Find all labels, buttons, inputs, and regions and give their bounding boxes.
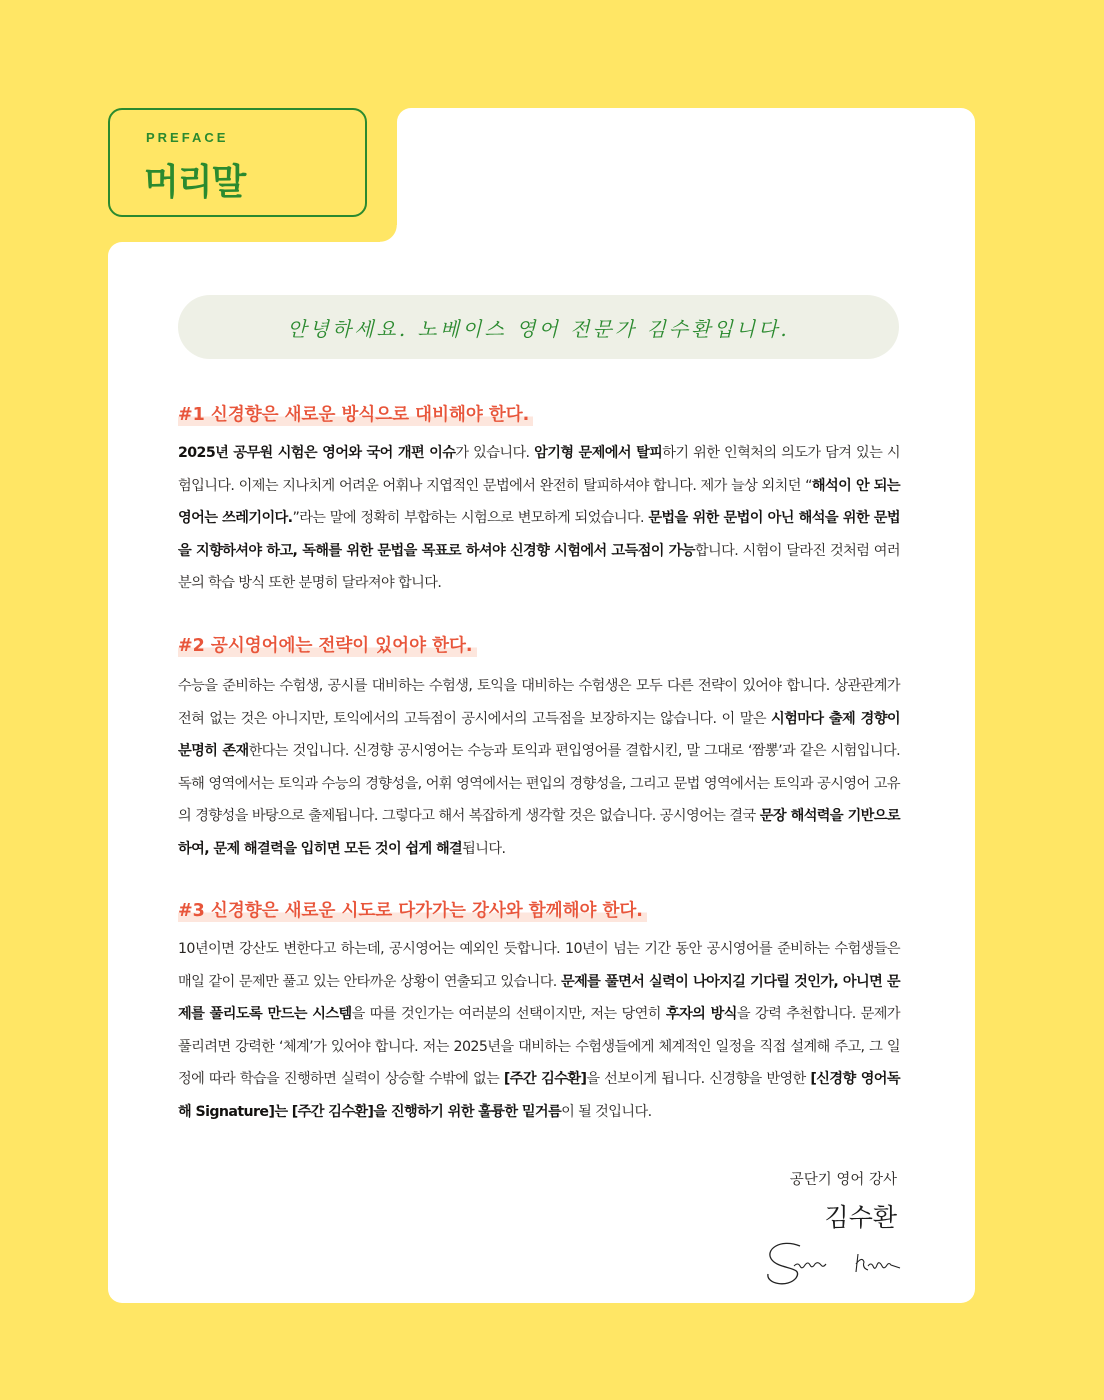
body-text: 하기 위한 인혁처의 의도가 담겨 있는 시험입니다. 이제는 지나치게 어려운 어휘나 지엽적인 문법에서 완전히 탈피하셔야 합니다. 제가 늘상 외치던 “ — [178, 445, 900, 494]
section-heading-2: #2 공시영어에는 전략이 있어야 한다. — [178, 632, 477, 657]
section-body-2 — [178, 670, 900, 866]
body-text: 을 선보이게 됩니다. 신경향을 반영한 — [586, 1071, 811, 1088]
section-body-1 — [178, 437, 900, 600]
section-heading-3: #3 신경향은 새로운 시도로 다가가는 강사와 함께해야 한다. — [178, 897, 647, 922]
title-eyebrow: PREFACE — [146, 130, 229, 145]
signature-name: 김수환 — [824, 1203, 897, 1232]
emphasis-text: 문법을 위한 문법이 아닌 해석을 위한 문법을 지향하셔야 하고, 독해를 위한 문법을 목표로 하셔야 신경향 시험에서 고득점이 가능 — [178, 510, 900, 559]
card-notch-corner — [380, 225, 397, 242]
emphasis-text: 문제를 풀면서 실력이 나아지길 기다릴 것인가, 아니면 문제를 풀리도록 만드는 시스템 — [178, 973, 900, 1023]
content-card-top — [397, 108, 975, 258]
handwritten-signature — [760, 1236, 902, 1288]
emphasis-text: [주간 김수환] — [503, 1071, 587, 1088]
signature-role: 공단기 영어 강사 — [789, 1172, 897, 1188]
body-text: 됩니다. — [462, 840, 506, 857]
emphasis-text: 시험마다 출제 경향이 분명히 존재 — [178, 710, 900, 760]
body-text: 을 따를 것인가는 여러분의 선택이지만, 저는 당연히 — [351, 1006, 666, 1023]
greeting-banner — [178, 295, 899, 359]
body-text: 이 될 것입니다. — [561, 1103, 652, 1120]
body-text: 가 있습니다. — [455, 445, 535, 461]
emphasis-text: 암기형 문제에서 탈피 — [534, 445, 663, 461]
body-text: 한다는 것입니다. 신경향 공시영어는 수능과 토익과 편입영어를 결합시킨, 말 그대로 ‘짬뽕’과 같은 시험입니다. 독해 영역에서는 토익과 수능의 경향성을, 어휘 영역에서는 편입의 경향성을, 그리고 문법 영역에서는 토익과 공시영어 고유의 경향성을 바탕으로 출제됩니다. 그렇다고 해서 복잡하게 생각할 것은 없습니다. 공시영어는 결국 — [178, 743, 900, 825]
emphasis-text: 2025년 공무원 시험은 영어와 국어 개편 이슈 — [178, 445, 456, 461]
emphasis-text: 해석이 안 되는 영어는 쓰레기이다. — [178, 477, 901, 527]
title-box — [108, 108, 367, 217]
body-text: 수능을 준비하는 수험생, 공시를 대비하는 수험생, 토익을 대비하는 수험생은 모두 다른 전략이 있어야 합니다. 상관관계가 전혀 없는 것은 아니지만, 토익에서의 고득점이 공시에서의 고득점을 보장하지는 않습니다. 이 말은 — [178, 678, 900, 727]
page-title: 머리말 — [144, 162, 246, 203]
emphasis-text: 후자의 방식 — [665, 1006, 737, 1023]
body-text: ”라는 말에 정확히 부합하는 시험으로 변모하게 되었습니다. — [292, 510, 649, 527]
body-text: 을 강력 추천합니다. 문제가 풀리려면 강력한 ‘체계’가 있어야 합니다. 저는 2025년을 대비하는 수험생들에게 체계적인 일정을 직접 설계해 주고, 그 일정에 따라 학습을 진행하면 실력이 상승할 수밖에 없는 — [178, 1006, 901, 1088]
section-body-3 — [178, 933, 900, 1129]
emphasis-text: 문장 해석력을 기반으로 하여, 문제 해결력을 입히면 모든 것이 쉽게 해결 — [178, 808, 901, 857]
emphasis-text: [신경향 영어독해 Signature]는 [주간 김수환]을 진행하기 위한 훌륭한 밑거름 — [178, 1071, 901, 1120]
body-text: 합니다. 시험이 달라진 것처럼 여러분의 학습 방식 또한 분명히 달라져야 합니다. — [178, 542, 900, 592]
body-text: 10년이면 강산도 변한다고 하는데, 공시영어는 예외인 듯합니다. 10년이 넘는 기간 동안 공시영어를 준비하는 수험생들은 매일 같이 문제만 풀고 있는 안타까운 상황이 연출되고 있습니다. — [178, 941, 900, 990]
section-heading-1: #1 신경향은 새로운 방식으로 대비해야 한다. — [178, 401, 533, 426]
greeting-text: 안녕하세요. 노베이스 영어 전문가 김수환입니다. — [287, 316, 790, 341]
